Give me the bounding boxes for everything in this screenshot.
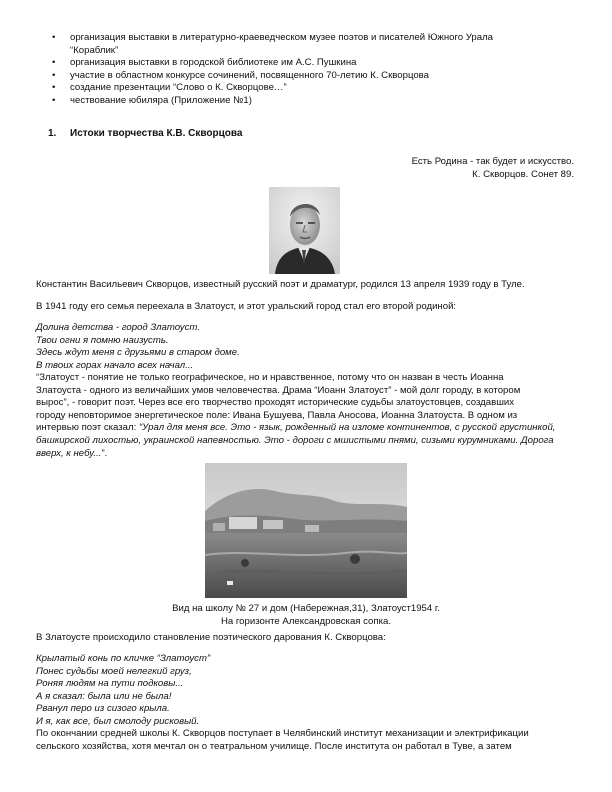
landscape-photo <box>205 463 407 598</box>
epigraph-quote: Есть Родина - так будет и искусство. <box>411 156 574 167</box>
photo-caption <box>0 602 612 628</box>
paragraph-line: “Златоуст - понятие не только географическое, но и нравственное, потому что он назван в честь Иоанна <box>36 372 504 383</box>
caption-line: Вид на школу № 27 и дом (Набережная,31), Златоуст1954 г. <box>172 603 440 614</box>
section-number: 1. <box>48 128 57 139</box>
bullet-dot-icon: • <box>52 57 56 69</box>
ending-paragraph <box>36 728 584 753</box>
paragraph-line: вырос”, - говорит поэт. Через все его творчество проходят исторические судьбы златоустовцев, создавших <box>36 397 515 409</box>
bullet-item: • чествование юбиляра (Приложение №1) <box>52 94 252 106</box>
poem-line: А я сказал: была или не была! <box>36 690 172 702</box>
bullet-item: • организация выставки в литературно-краеведческом музее поэтов и писателей Южного Урала “Кораблик” <box>52 32 494 56</box>
interview-quote: “Урал для меня все. Это - язык, рожденный на изломе континентов, с русской грустинкой, <box>138 422 556 434</box>
paragraph-line: городу неповторимое энергетическое поле: Ивана Бушуева, Павла Аносова, Иоанна Златоуста. В одном из <box>36 409 518 421</box>
poem-line: Твои огни я помню наизусть. <box>36 334 169 346</box>
poem-line: Понес судьбы моей нелегкий груз, <box>36 665 192 677</box>
poem-line: Роняя людям на пути подковы... <box>36 678 184 690</box>
poem-line: В твоих горах начало всех начал... <box>36 359 194 371</box>
paragraph-line: По окончании средней школы К. Скворцов поступает в Челябинский институт механизации и электрификации <box>36 728 529 739</box>
poem-krylaty-kon <box>36 653 584 729</box>
section-title: Истоки творчества К.В. Скворцова <box>70 128 243 139</box>
poem-line: Долина детства - город Златоуст. <box>36 322 200 333</box>
formation-paragraph: В Златоусте происходило становление поэтического дарования К. Скворцова: <box>36 632 386 643</box>
section-heading <box>48 128 242 139</box>
poem-line: И я, как все, был смолоду рисковый. <box>36 715 200 727</box>
epigraph-source: К. Скворцов. Сонет 89. <box>472 169 574 180</box>
interview-quote: вверх, к небу... <box>36 447 102 459</box>
event-bullet-list <box>48 32 568 108</box>
zlatoust-paragraph <box>36 372 584 460</box>
bullet-dot-icon: • <box>52 94 56 106</box>
poem-line: Здесь ждут меня с друзьями в старом доме. <box>36 347 240 359</box>
bullet-dot-icon: • <box>52 32 56 43</box>
bullet-item: • участие в областном конкурсе сочинений, посвященного 70-летию К. Скворцова <box>52 69 429 81</box>
intro-paragraph: Константин Васильевич Скворцов, известный русский поэт и драматург, родился 13 апреля 1939 году в Туле. <box>36 279 525 290</box>
poem-line: Рванул перо из сизого крыла. <box>36 703 170 715</box>
paragraph-line: Златоуста - одного из величайших умов человечества. Драма “Иоанн Златоуст” - мой долг городу, в котором <box>36 384 521 396</box>
interview-quote: башкирской лихостью, украинской напевностью. Это - дороги с мшистыми пнями, сизыми курумниками. Дорога <box>36 434 554 446</box>
poem-line: Крылатый конь по кличке “Златоуст” <box>36 653 211 664</box>
bullet-item: • организация выставки в городской библиотеке им А.С. Пушкина <box>52 57 357 69</box>
bullet-item: • создание презентации “Слово о К. Скворцове…” <box>52 82 287 94</box>
epigraph <box>412 155 574 181</box>
paragraph-line: интервью поэт сказал: “Урал для меня все. Это - язык, рожденный на изломе континентов, с русской грустинкой, <box>36 422 556 434</box>
paragraph-line: вверх, к небу...”. <box>36 447 108 459</box>
bullet-dot-icon: • <box>52 69 56 81</box>
poem-dolina <box>36 322 584 372</box>
moved-paragraph: В 1941 году его семья переехала в Златоуст, и этот уральский город стал его второй родиной: <box>36 301 457 312</box>
bullet-dot-icon: • <box>52 82 56 94</box>
paragraph-line: сельского хозяйства, хотя мечтал он о театральном училище. После института он работал в Туве, а затем <box>36 740 512 752</box>
caption-line: На горизонте Александровская сопка. <box>220 616 392 627</box>
portrait-photo <box>269 187 340 274</box>
